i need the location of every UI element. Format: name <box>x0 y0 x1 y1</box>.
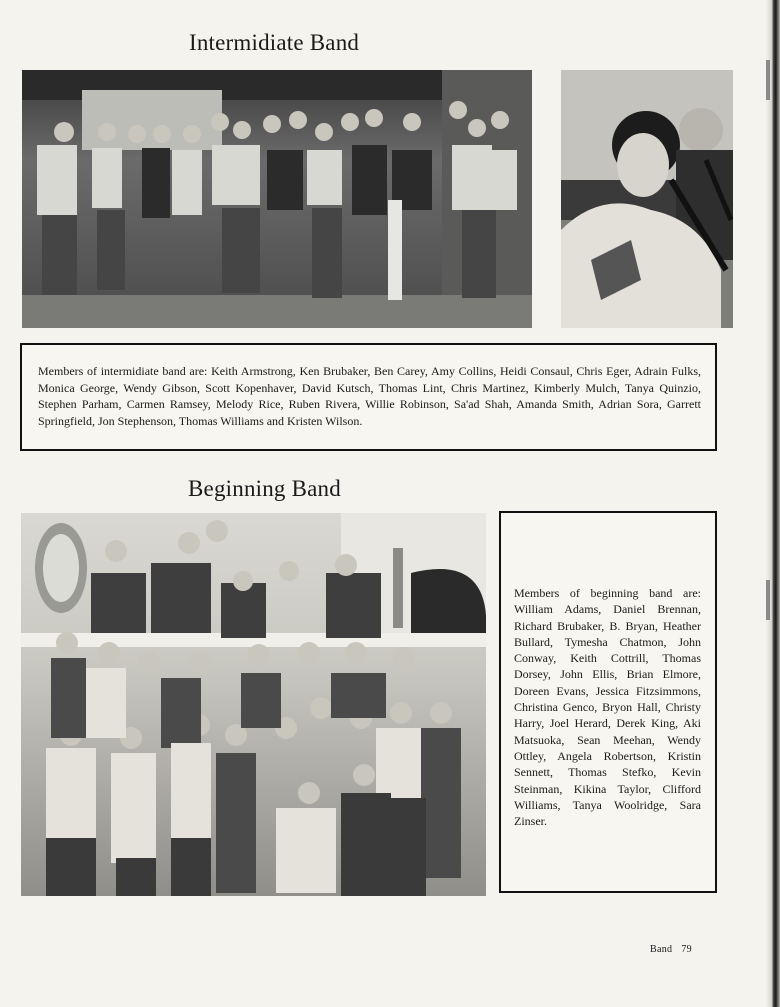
beginning-band-member-list: Members of beginning band are: William Adams, Daniel Brennan, Richard Brubaker, B. Bryan, Heather Bullard, Tymesha Chatmon, John Conway, Keith Cottrill, Thomas Dorsey, John Ellis, Brian Elmore, Doreen Evans, Jessica Fitzsimmons, Christina Genco, Bryon Hall, Christy Harry, Joel Herard, Derek King, Aki Matsuoka, Sean Meehan, Wendy Ottley, Angela Robertson, Kristin Sennett, Thomas Stefko, Kevin Steinman, Kikina Taylor, Clifford Williams, Tanya Woolridge, Sara Zinser. <box>514 586 701 829</box>
binding-mark <box>766 60 770 100</box>
page-binding-edge <box>766 0 780 1007</box>
footer-section-label: Band <box>650 944 673 955</box>
intermediate-band-caption-box <box>20 343 717 451</box>
intermediate-band-group-photo <box>22 70 532 328</box>
page-number: 79 <box>681 944 692 955</box>
page-footer <box>650 944 701 955</box>
beginning-band-heading: Beginning Band <box>188 476 341 501</box>
binding-mark <box>766 580 770 620</box>
beginning-band-group-photo <box>21 513 486 896</box>
intermediate-band-heading: Intermidiate Band <box>189 30 360 55</box>
beginning-band-caption-box <box>499 511 717 893</box>
clarinet-players-photo <box>561 70 733 328</box>
intermediate-band-member-list: Members of intermidiate band are: Keith Armstrong, Ken Brubaker, Ben Carey, Amy Collins, Heidi Consaul, Chris Eger, Adrain Fulks, Monica George, Wendy Gibson, Scott Kopenhaver, David Kutsch, Thomas Lint, Chris Martinez, Kimberly Mulch, Tanya Quinzio, Stephen Parham, Carmen Ramsey, Melody Rice, Ruben Rivera, Willie Robinson, Sa'ad Shah, Amanda Smith, Adrian Sora, Garrett Springfield, Jon Stephenson, Thomas Williams and Kristen Wilson. <box>38 364 701 428</box>
